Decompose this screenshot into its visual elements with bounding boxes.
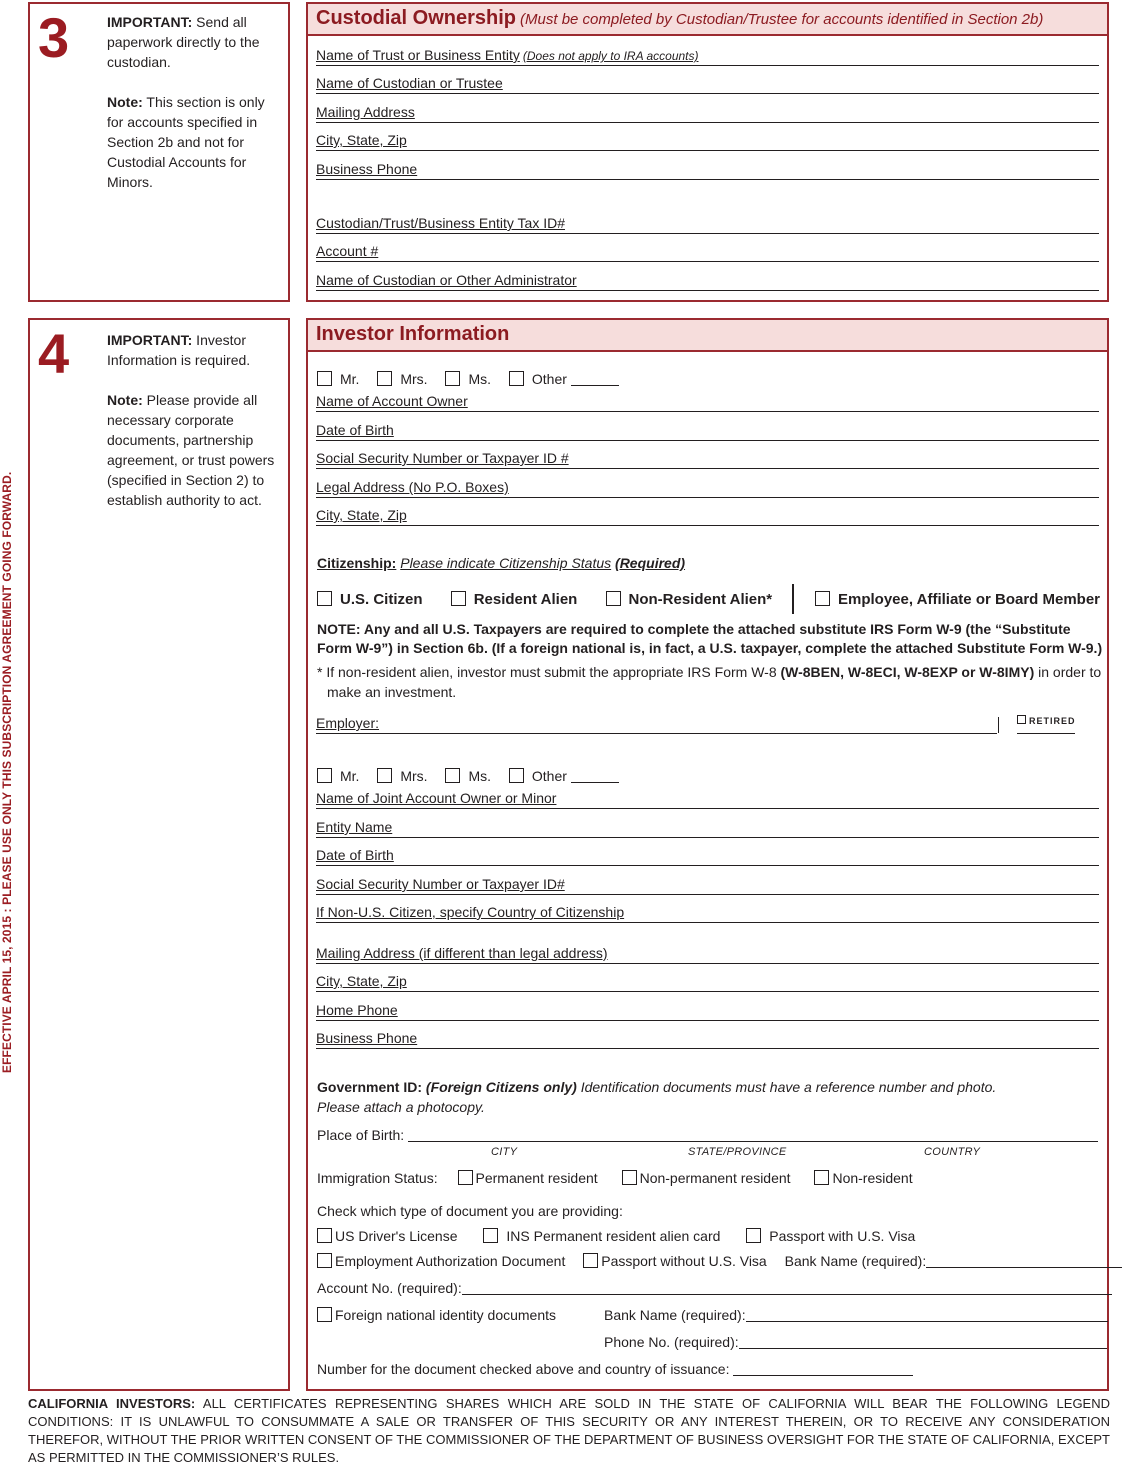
- document-row-2: [317, 1252, 1122, 1270]
- doc-passport-without-visa[interactable]: Passport without U.S. Visa: [583, 1253, 766, 1269]
- document-type-prompt: Check which type of document you are providing:: [317, 1203, 623, 1219]
- section3-note-text: [107, 12, 282, 192]
- government-id-heading: Government ID: (Foreign Citizens only) Identification documents must have a reference number and photo.: [317, 1079, 997, 1095]
- custodian-mailing-address-field[interactable]: Mailing Address: [316, 103, 1099, 123]
- immigration-permanent[interactable]: Permanent resident: [458, 1170, 598, 1186]
- section4-note-box: [28, 318, 290, 1391]
- custodial-ownership-header: [308, 4, 1107, 36]
- side-banner: EFFECTIVE APRIL 15, 2015 : PLEASE USE ONLY THIS SUBSCRIPTION AGREEMENT GOING FORWARD.: [0, 471, 14, 1073]
- checkbox: [317, 371, 332, 386]
- home-phone-field[interactable]: Home Phone: [316, 1001, 1099, 1021]
- citizenship-divider: [792, 584, 794, 614]
- government-id-photocopy: Please attach a photocopy.: [317, 1099, 485, 1115]
- section4-number: 4: [38, 322, 70, 385]
- trust-name-field[interactable]: Name of Trust or Business Entity (Does not apply to IRA accounts): [316, 46, 1099, 66]
- custodian-business-phone-field[interactable]: Business Phone: [316, 160, 1099, 180]
- employer-divider: [998, 717, 999, 733]
- document-number-field[interactable]: Number for the document checked above and country of issuance:: [317, 1360, 913, 1378]
- section4-note: Note: Please provide all necessary corporate documents, partnership agreement, or trust powers (specified in Section 2) to establish authority to act.: [107, 392, 275, 508]
- retired-underline: [1017, 733, 1075, 734]
- doc-employment-authorization[interactable]: Employment Authorization Document: [317, 1253, 565, 1269]
- pob-city-label: CITY: [491, 1146, 518, 1158]
- joint-salutation-ms[interactable]: Ms.: [445, 768, 491, 784]
- citizenship-options: [317, 591, 772, 609]
- doc-ins-card[interactable]: INS Permanent resident alien card: [483, 1228, 720, 1244]
- immigration-non-permanent[interactable]: Non-permanent resident: [622, 1170, 791, 1186]
- section3-note-box: [28, 2, 290, 302]
- joint-city-state-zip-field[interactable]: City, State, Zip: [316, 972, 1099, 992]
- salutation-other[interactable]: Other: [509, 371, 619, 387]
- joint-salutation-row: [317, 767, 619, 785]
- custodian-city-state-zip-field[interactable]: City, State, Zip: [316, 131, 1099, 151]
- immigration-status-row: Immigration Status: Permanent resident Non-permanent resident Non-resident: [317, 1170, 913, 1186]
- section4-important: IMPORTANT: Investor Information is required.: [107, 332, 251, 368]
- checkbox: [445, 371, 460, 386]
- doc-us-drivers-license[interactable]: US Driver's License: [317, 1228, 458, 1244]
- citizenship-employee-affiliate[interactable]: Employee, Affiliate or Board Member: [815, 591, 1100, 609]
- employer-field[interactable]: Employer:: [316, 714, 997, 734]
- owner-city-state-zip-field[interactable]: City, State, Zip: [316, 506, 1099, 526]
- w9-note: NOTE: Any and all U.S. Taxpayers are required to complete the attached substitute IRS Form W-9 (the “Substitute Form W-9”) in Section 6b. (If a foreign national is, in fact, a U.S. taxpayer, complete the attached Substitute Form W-9.): [317, 621, 1103, 656]
- joint-salutation-other[interactable]: Other: [509, 768, 619, 784]
- section3-number: 3: [38, 6, 70, 69]
- salutation-mrs[interactable]: Mrs.: [377, 371, 427, 387]
- pob-country-label: COUNTRY: [924, 1146, 981, 1158]
- custodian-administrator-field[interactable]: Name of Custodian or Other Administrator: [316, 271, 1099, 291]
- owner-dob-field[interactable]: Date of Birth: [316, 421, 1099, 441]
- section4-note-text: [107, 330, 282, 510]
- investor-information-header: [308, 320, 1107, 352]
- citizenship-non-resident-alien[interactable]: Non-Resident Alien*: [606, 591, 773, 608]
- custodian-account-number-field[interactable]: Account #: [316, 242, 1099, 262]
- doc-foreign-national-id[interactable]: Foreign national identity documents: [317, 1306, 556, 1324]
- owner-legal-address-field[interactable]: Legal Address (No P.O. Boxes): [316, 478, 1099, 498]
- joint-dob-field[interactable]: Date of Birth: [316, 846, 1099, 866]
- citizenship-heading: Citizenship: Please indicate Citizenship Status (Required): [317, 555, 686, 571]
- custodian-name-field[interactable]: Name of Custodian or Trustee: [316, 74, 1099, 94]
- bank-name-2-field[interactable]: Bank Name (required):: [604, 1306, 1108, 1324]
- retired-checkbox[interactable]: RETIRED: [1017, 712, 1076, 730]
- country-of-citizenship-field[interactable]: If Non-U.S. Citizen, specify Country of Citizenship: [316, 903, 1099, 923]
- joint-salutation-mrs[interactable]: Mrs.: [377, 768, 427, 784]
- owner-ssn-field[interactable]: Social Security Number or Taxpayer ID #: [316, 449, 1099, 469]
- phone-number-field[interactable]: Phone No. (required):: [604, 1333, 1107, 1351]
- section3-important: IMPORTANT: Send all paperwork directly to the custodian.: [107, 14, 260, 70]
- checkbox: [377, 371, 392, 386]
- checkbox: [509, 371, 524, 386]
- mailing-address-field[interactable]: Mailing Address (if different than legal address): [316, 944, 1099, 964]
- immigration-non-resident[interactable]: Non-resident: [814, 1170, 912, 1186]
- custodian-tax-id-field[interactable]: Custodian/Trust/Business Entity Tax ID#: [316, 214, 1099, 234]
- account-owner-name-field[interactable]: Name of Account Owner: [316, 392, 1099, 412]
- panel-title: Investor Information: [316, 323, 510, 345]
- section3-note: Note: This section is only for accounts specified in Section 2b and not for Custodial Accounts for Minors.: [107, 94, 265, 190]
- bank-name-field[interactable]: Bank Name (required):: [785, 1253, 1122, 1269]
- joint-owner-name-field[interactable]: Name of Joint Account Owner or Minor: [316, 789, 1099, 809]
- w8-footnote: * If non-resident alien, investor must submit the appropriate IRS Form W-8 (W-8BEN, W-8ECI, W-8EXP or W-8IMY) in order to make an investment.: [317, 664, 1102, 700]
- citizenship-us-citizen[interactable]: U.S. Citizen: [317, 591, 423, 608]
- document-row-1: [317, 1227, 915, 1245]
- citizenship-resident-alien[interactable]: Resident Alien: [451, 591, 578, 608]
- doc-passport-with-visa[interactable]: Passport with U.S. Visa: [746, 1228, 915, 1244]
- investor-information-panel: [306, 318, 1109, 1391]
- panel-title: Custodial Ownership: [316, 7, 517, 29]
- pob-state-label: STATE/PROVINCE: [688, 1146, 787, 1158]
- account-number-field[interactable]: Account No. (required):: [317, 1279, 1112, 1297]
- custodial-ownership-panel: [306, 2, 1109, 302]
- salutation-mr[interactable]: Mr.: [317, 371, 359, 387]
- salutation-ms[interactable]: Ms.: [445, 371, 491, 387]
- panel-subtitle: (Must be completed by Custodian/Trustee for accounts identified in Section 2b): [520, 11, 1044, 28]
- owner-salutation-row: [317, 370, 619, 388]
- entity-name-field[interactable]: Entity Name: [316, 818, 1099, 838]
- place-of-birth-field[interactable]: Place of Birth:: [317, 1126, 1098, 1144]
- joint-salutation-mr[interactable]: Mr.: [317, 768, 359, 784]
- joint-business-phone-field[interactable]: Business Phone: [316, 1029, 1099, 1049]
- california-investors-legend: CALIFORNIA INVESTORS: ALL CERTIFICATES REPRESENTING SHARES WHICH ARE SOLD IN THE STATE OF CALIFORNIA WILL BEAR THE FOLLOWING LEGEND CONDITIONS: IT IS UNLAWFUL TO CONSUMMATE A SALE OR TRANSFER OF THIS SECURITY OR ANY INTEREST THEREIN, OR TO RECEIVE ANY CONSIDERATION THEREFOR, WITHOUT THE PRIOR WRITTEN CONSENT OF THE COMMISSIONER OF THE DEPARTMENT OF BUSINESS OVERSIGHT FOR THE STATE OF CALIFORNIA, EXCEPT AS PERMITTED IN THE COMMISSIONER’S RULES.: [28, 1396, 1111, 1465]
- joint-ssn-field[interactable]: Social Security Number or Taxpayer ID#: [316, 875, 1099, 895]
